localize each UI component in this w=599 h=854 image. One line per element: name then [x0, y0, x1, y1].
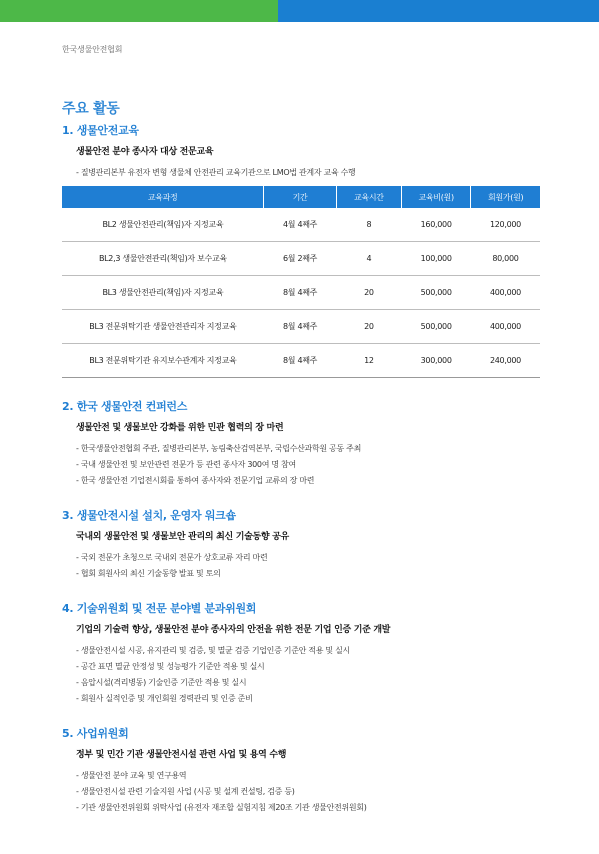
section-business — [62, 727, 540, 816]
top-bar-green — [0, 0, 278, 22]
bullet-item: - 질병관리본부 유전자 변형 생물체 안전관리 교육기관으로 LMO법 관계자 교육 수행 — [76, 168, 356, 177]
cell-member-fee: 120,000 — [471, 208, 540, 242]
bullet-list — [76, 643, 540, 707]
col-header-course: 교육과정 — [62, 186, 264, 208]
bullet-item: - 국외 전문가 초청으로 국내외 전문가 상호교류 자리 마련 — [76, 553, 268, 562]
bullet-list — [76, 165, 540, 181]
cell-member-fee: 240,000 — [471, 344, 540, 378]
table-row — [62, 208, 540, 242]
bullet-item: - 생물안전 분야 교육 및 연구용역 — [76, 771, 187, 780]
cell-member-fee: 80,000 — [471, 242, 540, 276]
bullet-item: - 기관 생물안전위원회 위탁사업 (유전자 재조합 실험지침 제20조 기관 생물안전위원회) — [76, 803, 367, 812]
bullet-item: - 협회 회원사의 최신 기술동향 발표 및 토의 — [76, 569, 221, 578]
cell-course: BL2,3 생물안전관리(책임)자 보수교육 — [62, 242, 264, 276]
cell-member-fee: 400,000 — [471, 276, 540, 310]
section-committee — [62, 602, 540, 707]
cell-period: 6월 2째주 — [264, 242, 337, 276]
bullet-item: - 회원사 실적인증 및 개인회원 경력관리 및 인증 준비 — [76, 694, 253, 703]
cell-member-fee: 400,000 — [471, 310, 540, 344]
cell-course: BL3 생물안전관리(책임)자 지정교육 — [62, 276, 264, 310]
cell-course: BL3 전문위탁기관 생물안전관리자 지정교육 — [62, 310, 264, 344]
cell-fee: 300,000 — [401, 344, 471, 378]
section-conference — [62, 400, 540, 489]
col-header-member-fee: 회원가(원) — [471, 186, 540, 208]
bullet-list — [76, 768, 540, 816]
cell-period: 4월 4째주 — [264, 208, 337, 242]
bullet-item: - 생물안전시설 시공, 유지관리 및 검증, 및 멸균 검증 기업인증 기준안 적용 및 실시 — [76, 646, 350, 655]
bullet-item: - 음압시설(격리병동) 기술인증 기준안 적용 및 실시 — [76, 678, 247, 687]
cell-period: 8월 4째주 — [264, 276, 337, 310]
table-row — [62, 276, 540, 310]
section-subtitle: 정부 및 민간 기관 생물안전시설 관련 사업 및 용역 수행 — [76, 750, 287, 760]
cell-hours: 20 — [336, 310, 401, 344]
cell-hours: 12 — [336, 344, 401, 378]
cell-period: 8월 4째주 — [264, 344, 337, 378]
col-header-hours: 교육시간 — [336, 186, 401, 208]
cell-fee: 160,000 — [401, 208, 471, 242]
education-table — [62, 186, 540, 378]
cell-fee: 100,000 — [401, 242, 471, 276]
bullet-item: - 생물안전시설 관련 기술지원 사업 (시공 및 설계 컨설팅, 검증 등) — [76, 787, 295, 796]
bullet-list — [76, 550, 540, 582]
top-bar-blue — [278, 0, 599, 22]
cell-fee: 500,000 — [401, 310, 471, 344]
section-subtitle: 국내외 생물안전 및 생물보안 관리의 최신 기술동향 공유 — [76, 532, 289, 542]
col-header-fee: 교육비(원) — [401, 186, 471, 208]
content — [62, 124, 540, 816]
bullet-list — [76, 441, 540, 489]
table-row — [62, 310, 540, 344]
section-title: 5. 사업위원회 — [62, 727, 129, 740]
section-education — [62, 124, 540, 378]
page-title: 주요 활동 — [62, 101, 120, 117]
cell-course: BL2 생물안전관리(책임)자 지정교육 — [62, 208, 264, 242]
bullet-item: - 한국생물안전협회 주관, 질병관리본부, 농림축산검역본부, 국립수산과학원 공동 주최 — [76, 444, 361, 453]
section-workshop — [62, 509, 540, 582]
cell-hours: 8 — [336, 208, 401, 242]
table-row — [62, 242, 540, 276]
section-title: 1. 생물안전교육 — [62, 124, 139, 137]
cell-course: BL3 전문위탁기관 유지보수관계자 지정교육 — [62, 344, 264, 378]
section-subtitle: 생물안전 분야 종사자 대상 전문교육 — [76, 147, 214, 157]
bullet-item: - 공간 표면 멸균 안정성 및 성능평가 기준안 적용 및 실시 — [76, 662, 265, 671]
bullet-item: - 국내 생물안전 및 보안관련 전문가 등 관련 종사자 300여 명 참여 — [76, 460, 296, 469]
section-title: 4. 기술위원회 및 전문 분야별 분과위원회 — [62, 602, 257, 615]
table-header-row — [62, 186, 540, 208]
section-subtitle: 생물안전 및 생물보안 강화를 위한 민관 협력의 장 마련 — [76, 423, 284, 433]
section-subtitle: 기업의 기술력 향상, 생물안전 분야 종사자의 안전을 위한 전문 기업 인증 기준 개발 — [76, 625, 391, 635]
cell-hours: 20 — [336, 276, 401, 310]
col-header-period: 기간 — [264, 186, 337, 208]
cell-hours: 4 — [336, 242, 401, 276]
section-title: 3. 생물안전시설 설치, 운영자 워크숍 — [62, 509, 236, 522]
cell-period: 8월 4째주 — [264, 310, 337, 344]
bullet-item: - 한국 생물안전 기업전시회를 통하여 종사자와 전문기업 교류의 장 마련 — [76, 476, 315, 485]
cell-fee: 500,000 — [401, 276, 471, 310]
section-title: 2. 한국 생물안전 컨퍼런스 — [62, 400, 188, 413]
top-color-bar — [0, 0, 599, 22]
table-row — [62, 344, 540, 378]
org-name: 한국생물안전협회 — [62, 45, 123, 54]
